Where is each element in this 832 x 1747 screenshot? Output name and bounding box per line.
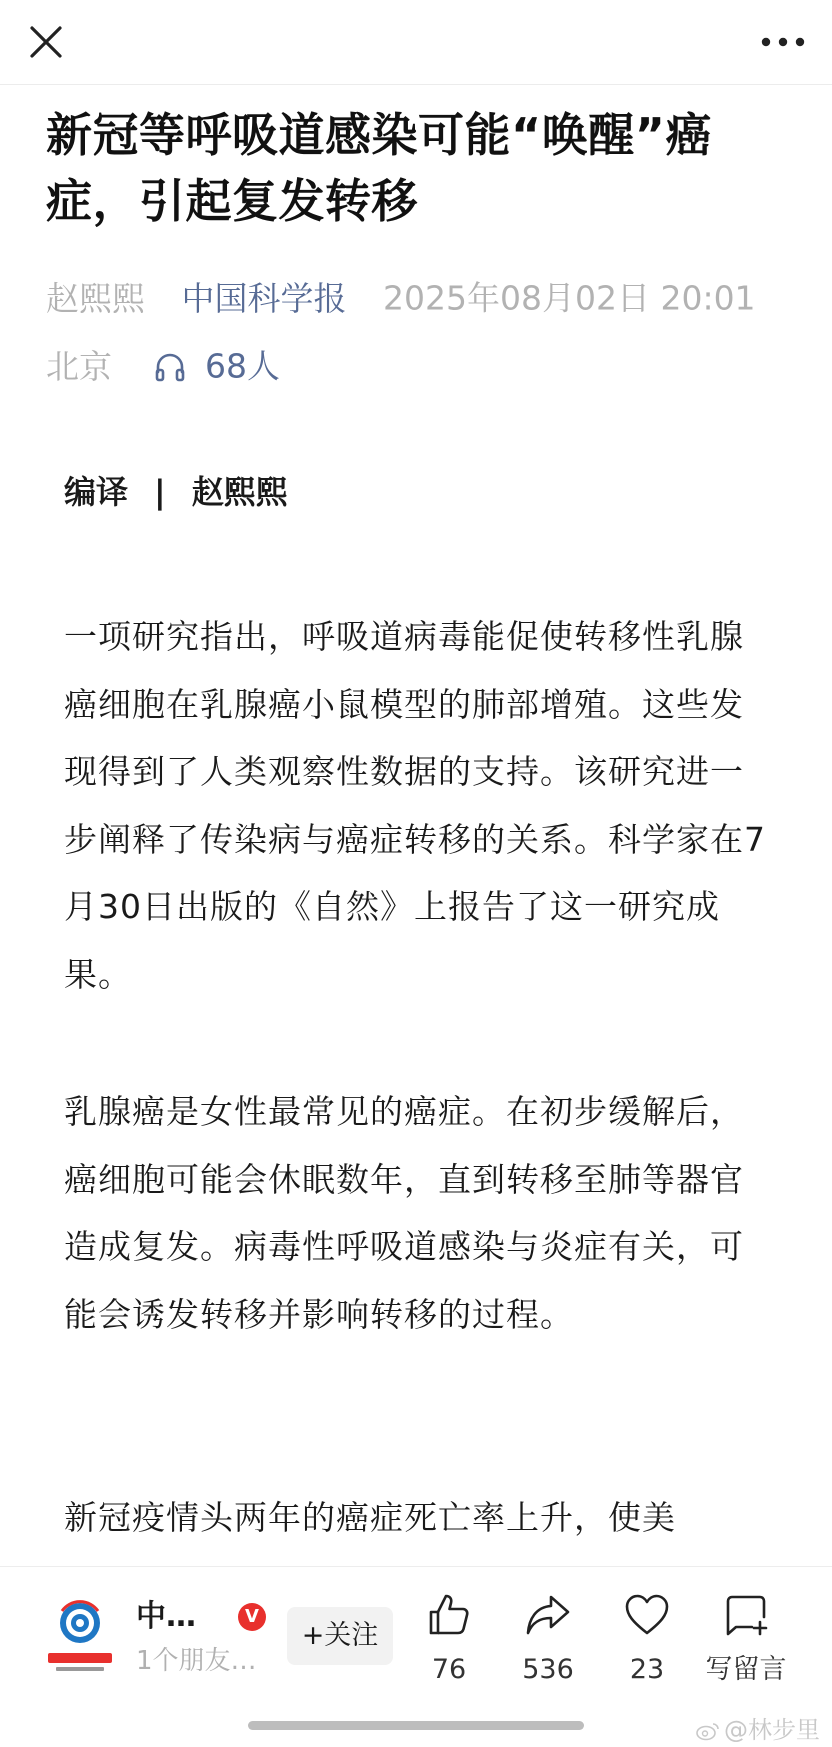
top-nav-bar [0, 0, 832, 85]
write-comment-button[interactable] [696, 1591, 796, 1701]
article-meta-row [46, 275, 756, 321]
follow-button[interactable]: +关注 [287, 1607, 393, 1665]
bottom-action-bar [0, 1566, 832, 1747]
listener-count: 68人 [205, 346, 280, 386]
favorite-count: 23 [629, 1654, 665, 1685]
article-meta-row-2 [46, 343, 280, 389]
article-source-link[interactable]: 中国科学报 [181, 278, 347, 318]
watermark [696, 1715, 820, 1745]
favorite-button[interactable] [597, 1591, 697, 1701]
like-count: 76 [431, 1654, 467, 1685]
write-comment-label: 写留言 [705, 1654, 787, 1685]
home-indicator[interactable] [248, 1721, 584, 1730]
article-paragraph: 一项研究指出，呼吸道病毒能促使转移性乳腺癌细胞在乳腺癌小鼠模型的肺部增殖。这些发现得到了人类观察性数据的支持。该研究进一步阐释了传染病与癌症转移的关系。科学家在7月30日出版的《自然》上报告了这一研究成果。 [64, 617, 766, 994]
heart-icon [623, 1591, 671, 1639]
headphones-icon [153, 350, 187, 384]
compile-separator: | [154, 473, 166, 511]
watermark-text: @林步里 [724, 1716, 820, 1744]
article-datetime: 2025年08月02日 20:01 [383, 278, 756, 318]
article-paragraph: 乳腺癌是女性最常见的癌症。在初步缓解后，癌细胞可能会休眠数年，直到转移至肺等器官造成复发。病毒性呼吸道感染与炎症有关，可能会诱发转移并影响转移的过程。 [64, 1092, 744, 1334]
close-icon [29, 25, 63, 59]
compile-credit [64, 470, 288, 514]
compile-name: 赵熙熙 [191, 473, 288, 511]
share-count: 536 [522, 1654, 574, 1685]
more-options-button[interactable] [752, 14, 814, 70]
article-paragraph: 新冠疫情头两年的癌症死亡率上升，使美 [64, 1498, 676, 1537]
share-arrow-icon [524, 1591, 572, 1639]
article-author: 赵熙熙 [46, 278, 145, 318]
share-button[interactable] [498, 1591, 598, 1701]
account-logo[interactable] [42, 1597, 118, 1677]
like-button[interactable] [399, 1591, 499, 1701]
thumbs-up-icon [425, 1591, 473, 1639]
article-title: 新冠等呼吸道感染可能“唤醒”癌症，引起复发转移 [46, 108, 712, 228]
weibo-icon [696, 1721, 720, 1741]
account-friends-info: 1个朋友… [136, 1646, 257, 1676]
more-dots-icon [761, 37, 805, 47]
account-name[interactable]: 中… [136, 1599, 196, 1634]
comment-bubble-icon [722, 1591, 770, 1639]
compile-label: 编译 [64, 473, 129, 511]
close-button[interactable] [18, 14, 74, 70]
verified-badge: V [238, 1603, 266, 1631]
article-location: 北京 [46, 346, 112, 386]
